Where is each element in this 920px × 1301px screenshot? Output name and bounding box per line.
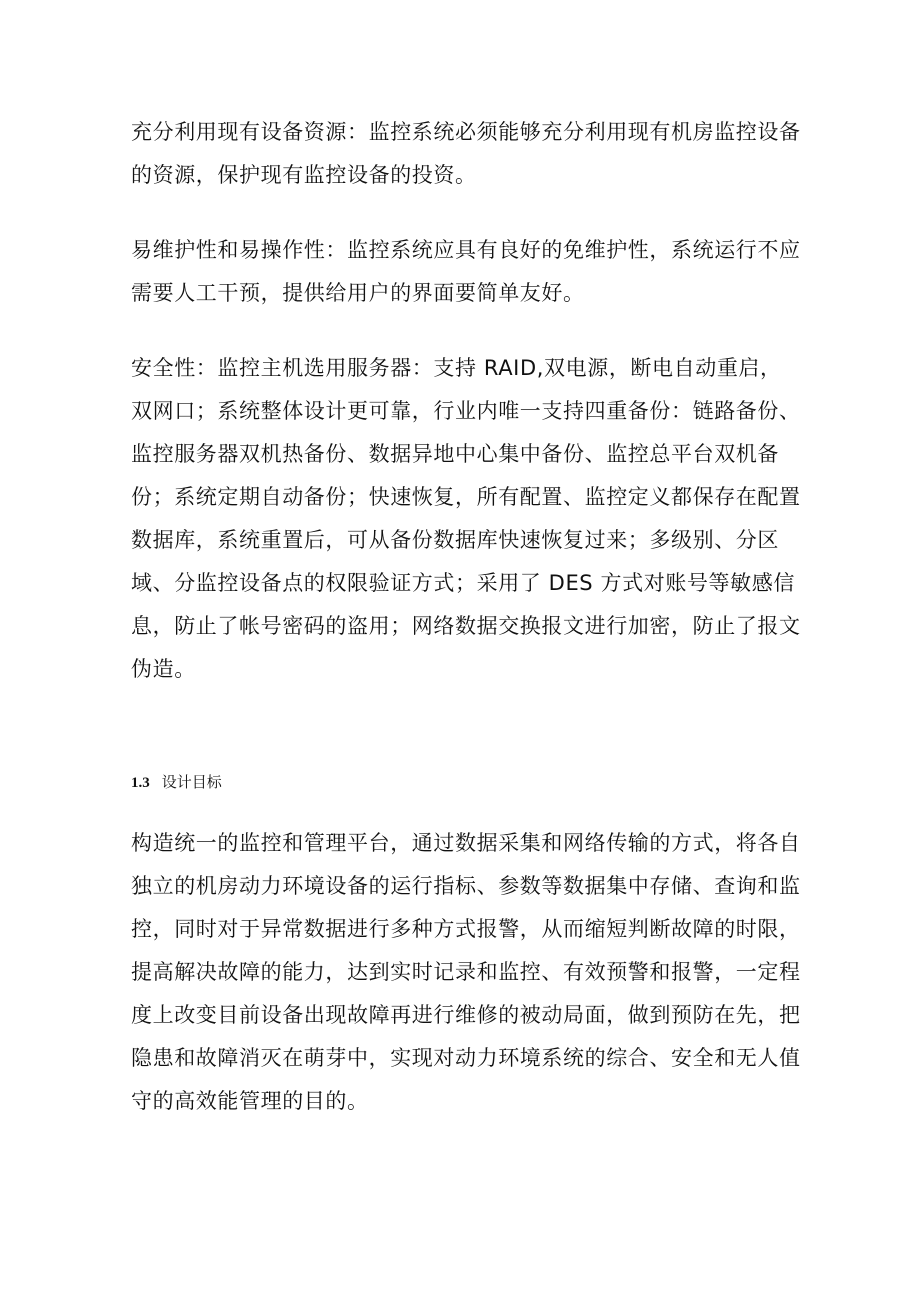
paragraph-resource-utilization: 充分利用现有设备资源：监控系统必须能够充分利用现有机房监控设备的资源，保护现有监控设备的投资。 (131, 120, 801, 187)
paragraph-design-goals: 构造统一的监控和管理平台，通过数据采集和网络传输的方式，将各自独立的机房动力环境设备的运行指标、参数等数据集中存储、查询和监控，同时对于异常数据进行多种方式报警，从而缩短判断故障的时限，提高解决故障的能力，达到实时记录和监控、有效预警和报警，一定程度上改变目前设备出现故障再进行维修的被动局面，做到预防在先，把隐患和故障消灭在萌芽中，实现对动力环境系统的综合、安全和无人值守的高效能管理的目的。 (131, 831, 801, 1113)
section-title: 设计目标 (161, 773, 222, 791)
section-number: 1.3 (131, 775, 150, 791)
paragraph-maintainability: 易维护性和易操作性：监控系统应具有良好的免维护性，系统运行不应需要人工干预，提供给用户的界面要简单友好。 (131, 238, 801, 305)
paragraph-security: 安全性：监控主机选用服务器：支持 RAID,双电源，断电自动重启，双网口；系统整体设计更可靠，行业内唯一支持四重备份：链路备份、监控服务器双机热备份、数据异地中心集中备份、监控总平台双机备份；系统定期自动备份；快速恢复，所有配置、监控定义都保存在配置数据库，系统重置后，可从备份数据库快速恢复过来；多级别、分区域、分监控设备点的权限验证方式；采用了 DES 方式对账号等敏感信息，防止了帐号密码的盗用；网络数据交换报文进行加密，防止了报文伪造。 (131, 356, 801, 681)
section-heading (131, 768, 222, 797)
